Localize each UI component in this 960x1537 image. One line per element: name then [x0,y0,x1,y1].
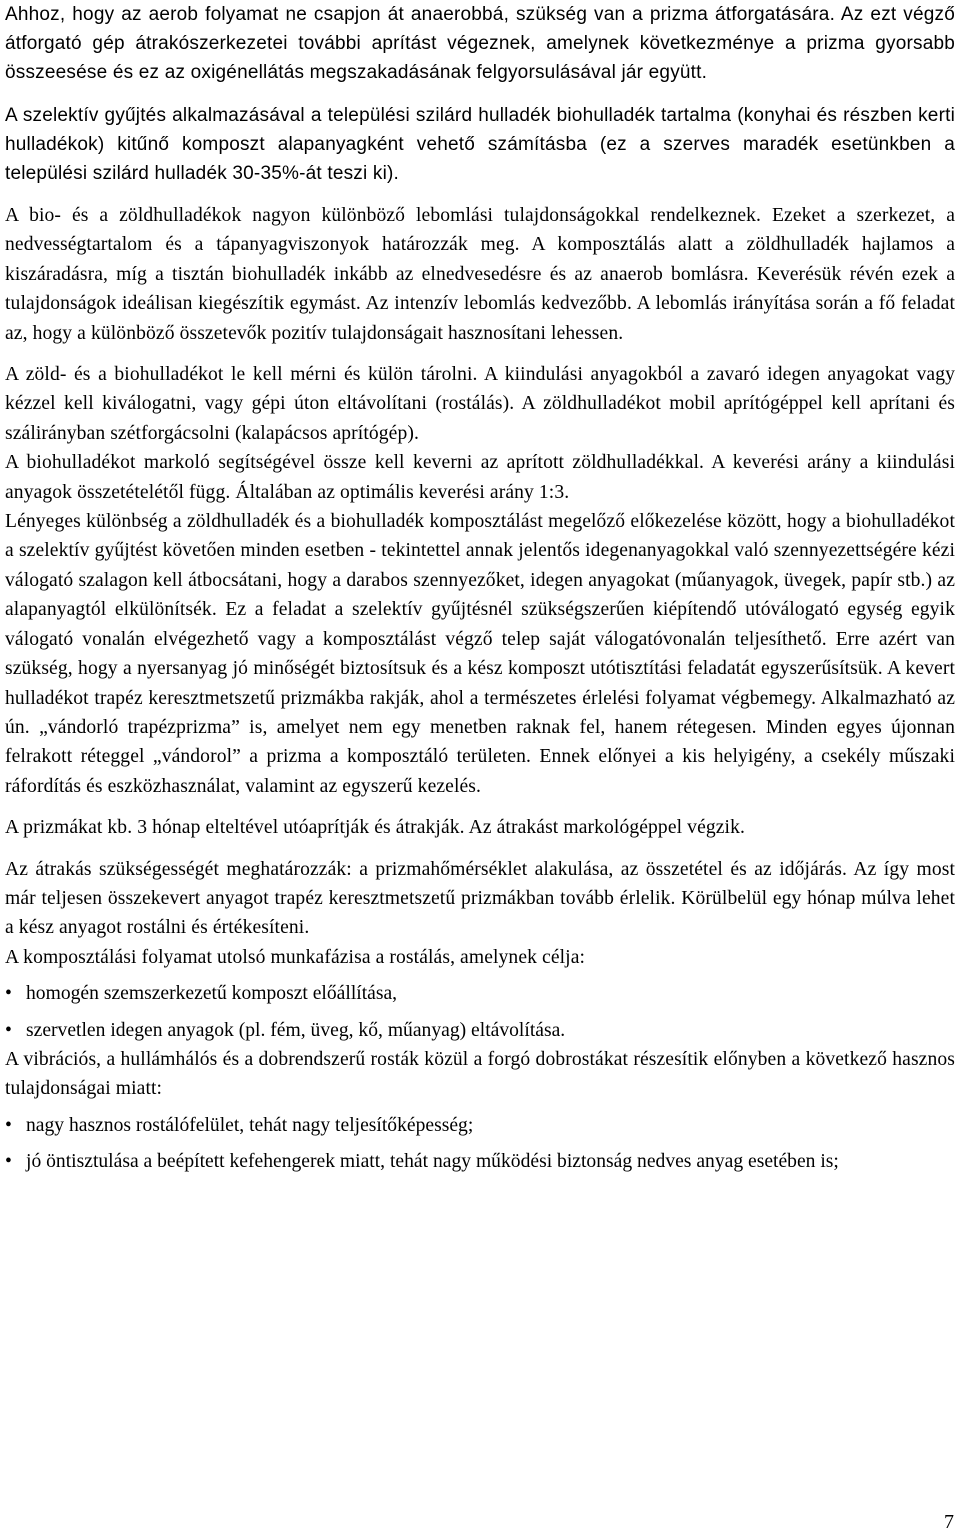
list-item-text: jó öntisztulása a beépített kefehengerek miatt, tehát nagy működési biztonság nedves anyag esetében is; [26,1151,839,1173]
paragraph-drum-screens: A vibrációs, a hullámhálós és a dobrendszerű rosták közül a forgó dobrostákat részesítik előnyben a következő hasznos tulajdonságai miatt: [5,1048,955,1100]
paragraph-mixing-ratio: A biohulladékot markoló segítségével össze kell keverni az aprított zöldhulladékkal. A keverési arány a kiindulási anyagok összetételétől függ. Általában az optimális keverési arány 1:3. [5,452,955,503]
drum-screen-advantages-list [5,1111,955,1177]
list-item [5,1016,955,1045]
list-item [5,979,955,1008]
paragraph-turning-necessity: Az átrakás szükségességét meghatározzák: a prizmahőmérséklet alakulása, az összetétel és az időjárás. Az így most már teljesen összekevert anyagot trapéz keresztmetszetű prizmákban tovább érlelik. Körülbelül egy hónap múlva lehet a kész anyagot rostálni és értékesíteni. [5,858,955,939]
bullet-icon: • [5,1151,12,1173]
paragraph-screening-goal: A komposztálási folyamat utolsó munkafázisa a rostálás, amelynek célja: [5,946,586,968]
paragraph-prism-turning: Ahhoz, hogy az aerob folyamat ne csapjon át anaerobbá, szükség van a prizma átforgatására. Az ezt végző átforgató gép átrakószerkezetei további aprítást végeznek, amelynek következménye a prizma gyorsabb összeesése és ez az oxigénellátás megszakadásának felgyorsulásával jár együtt. [5,4,955,83]
document-page [5,0,955,1177]
list-item [5,1147,955,1176]
screening-goals-list [5,979,955,1045]
page-number: 7 [944,1511,954,1533]
list-item-text: szervetlen idegen anyagok (pl. fém, üveg, kő, műanyag) eltávolítása. [26,1019,566,1041]
paragraph-weighing-storage: A zöld- és a biohulladékot le kell mérni és külön tárolni. A kiindulási anyagokból a zavaró idegen anyagokat vagy kézzel kell kiválogatni, vagy gépi úton eltávolítani (rostálás). A zöldhulladékot mobil aprítógéppel kell aprítani és szálirányban szétforgácsolni (kalapácsos aprítógép). [5,364,955,444]
paragraph-pretreatment-difference: Lényeges különbség a zöldhulladék és a biohulladék komposztálást megelőző előkezelése között, hogy a biohulladékot a szelektív gyűjtést követően minden esetben - tekintettel annak jelentős idegenanyagokkal való szennyezettségére kézi válogató szalagon kell átbocsátani, hogy a darabos szennyezőket, idegen anyagokat (műanyagok, üvegek, papír stb.) az alapanyagtól elkülönítsék. Ez a feladat a szelektív gyűjtésnél szükségszerűen kiépítendő utóválogató egység egyik válogató vonalán elvégezhető vagy a komposztálást végző telep saját válogatóvonalán teljesíthető. Erre azért van szükség, hogy a nyersanyag jó minőségét biztosítsuk és a kész komposzt utótisztítási feladatát egyszerűsítsük. A kevert hulladékot trapéz keresztmetszetű prizmákba rakják, ahol a természetes érlelési folyamat végbemegy. Alkalmazható az ún. „vándorló trapézprizma” is, amelyet nem egy menetben raknak fel, hanem rétegesen. Minden egyes újonnan felrakott réteggel „vándorol” a prizma a komposztáló területen. Ennek előnyei a kis helyigény, a csekély műszaki ráfordítás és eszközhasználat, valamint az egyszerű kezelés. [5,511,955,797]
paragraph-after-shredding: A prizmákat kb. 3 hónap elteltével utóaprítják és átrakják. Az átrakást markológéppel végzik. [5,817,745,839]
bullet-icon: • [5,1019,12,1041]
list-item [5,1111,955,1140]
bullet-icon: • [5,1114,12,1136]
bullet-icon: • [5,983,12,1005]
list-item-text: homogén szemszerkezetű komposzt előállítása, [26,983,398,1005]
paragraph-decomposition-properties: A bio- és a zöldhulladékok nagyon különböző lebomlási tulajdonságokkal rendelkeznek. Ezeket a szerkezet, a nedvességtartalom és a tápanyagviszonyok határozzák meg. A komposztálás alatt a zöldhulladék hajlamos a kiszáradásra, míg a tisztán biohulladék inkább az elnedvesedésre és az anaerob bomlásra. Keverésük révén ezek a tulajdonságok ideálisan kiegészítik egymást. Az intenzív lebomlás kedvezőbb. A lebomlás irányítása során a fő feladat az, hogy a különböző összetevők pozitív tulajdonságait hasznosítani lehessen. [5,205,955,344]
paragraph-selective-collection: A szelektív gyűjtés alkalmazásával a települési szilárd hulladék biohulladék tartalma (konyhai és részben kerti hulladékok) kitűnő komposzt alapanyagként vehető számításba (ez a szerves maradék esetünkben a települési szilárd hulladék 30-35%-át teszi ki). [5,105,955,184]
list-item-text: nagy hasznos rostálófelület, tehát nagy teljesítőképesség; [26,1114,474,1136]
